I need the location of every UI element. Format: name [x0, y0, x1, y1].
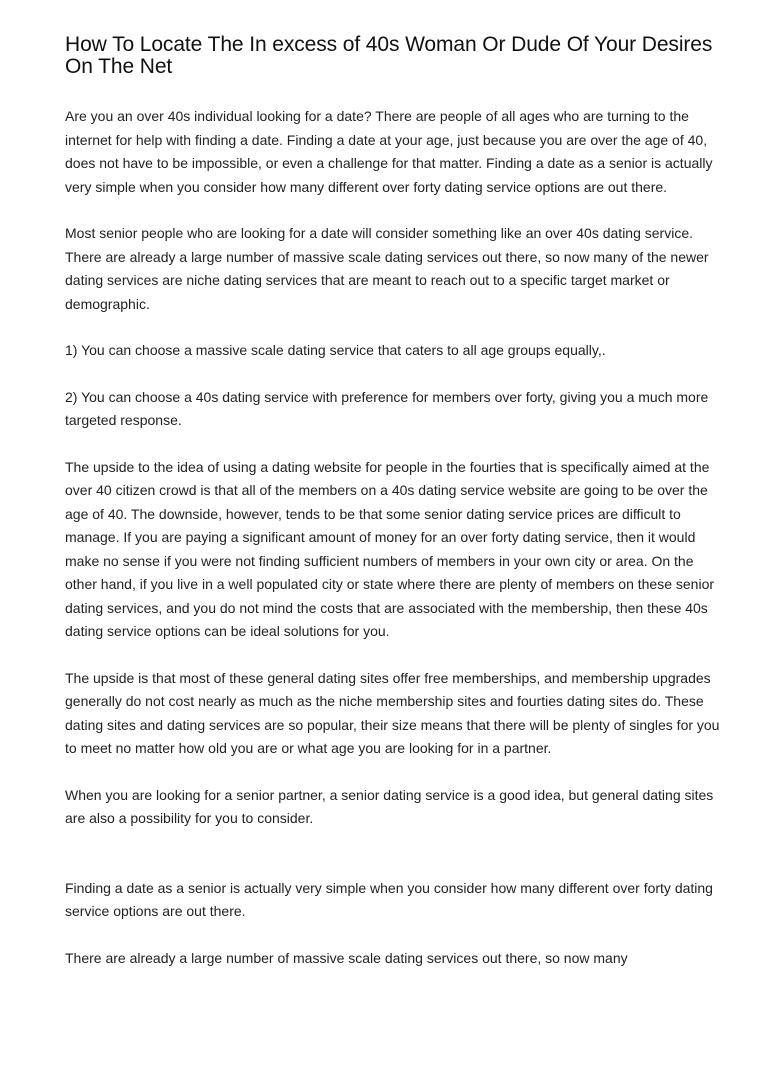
- list-item-option-1: 1) You can choose a massive scale dating service that caters to all age groups equally,.: [65, 342, 606, 358]
- paragraph-upside-downside: The upside to the idea of using a dating website for people in the fourties that is specifically aimed at the over 40 citizen crowd is that all of the members on a 40s dating service website are going to be over the age of 40. The downside, however, tends to be that some senior dating service prices are difficult to manage. If you are paying a significant amount of money for an over forty dating service, then it would make no sense if you were not finding sufficient numbers of members in your own city or area. On the other hand, if you live in a well populated city or state where there are plenty of members on these senior dating services, and you do not mind the costs that are associated with the membership, then these 40s dating service options can be ideal solutions for you.: [65, 458, 715, 639]
- paragraph-summary: Finding a date as a senior is actually very simple when you consider how many different over forty dating service options are out there.: [65, 879, 713, 919]
- paragraph-senior-partner: When you are looking for a senior partner, a senior dating service is a good idea, but general dating sites are also a possibility for you to consider.: [65, 786, 714, 826]
- paragraph-spacer: [65, 363, 728, 386]
- paragraph-continued: There are already a large number of massive scale dating services out there, so now many: [65, 949, 628, 966]
- paragraph-niche-services: Most senior people who are looking for a date will consider something like an over 40s dating service. There are already a large number of massive scale dating services out there, so now many of the newer dating services are niche dating services that are meant to reach out to a specific target market or demographic.: [65, 225, 709, 312]
- paragraph-spacer: [65, 316, 728, 339]
- paragraph-spacer: [65, 831, 728, 877]
- paragraph-spacer: [65, 644, 728, 667]
- paragraph-spacer: [65, 433, 728, 456]
- page-title: How To Locate The In excess of 40s Woman Or Dude Of Your Desires On The Net: [65, 33, 713, 78]
- paragraph-spacer: [65, 199, 728, 222]
- paragraph-spacer: [65, 761, 728, 784]
- list-item-option-2: 2) You can choose a 40s dating service with preference for members over forty, giving you a much more targeted response.: [65, 388, 709, 428]
- paragraph-general-sites: The upside is that most of these general dating sites offer free memberships, and membership upgrades generally do not cost nearly as much as the niche membership sites and fourties dating sites do. These dating sites and dating services are so popular, their size means that there will be plenty of singles for you to meet no matter how old you are or what age you are looking for in a partner.: [65, 669, 720, 756]
- paragraph-spacer: [65, 924, 728, 947]
- paragraph-intro: Are you an over 40s individual looking for a date? There are people of all ages who are turning to the internet for help with finding a date. Finding a date at your age, just because you are over the age of 40, does not have to be impossible, or even a challenge for that matter. Finding a date as a senior is actually very simple when you consider how many different over forty dating service options are out there.: [65, 108, 713, 195]
